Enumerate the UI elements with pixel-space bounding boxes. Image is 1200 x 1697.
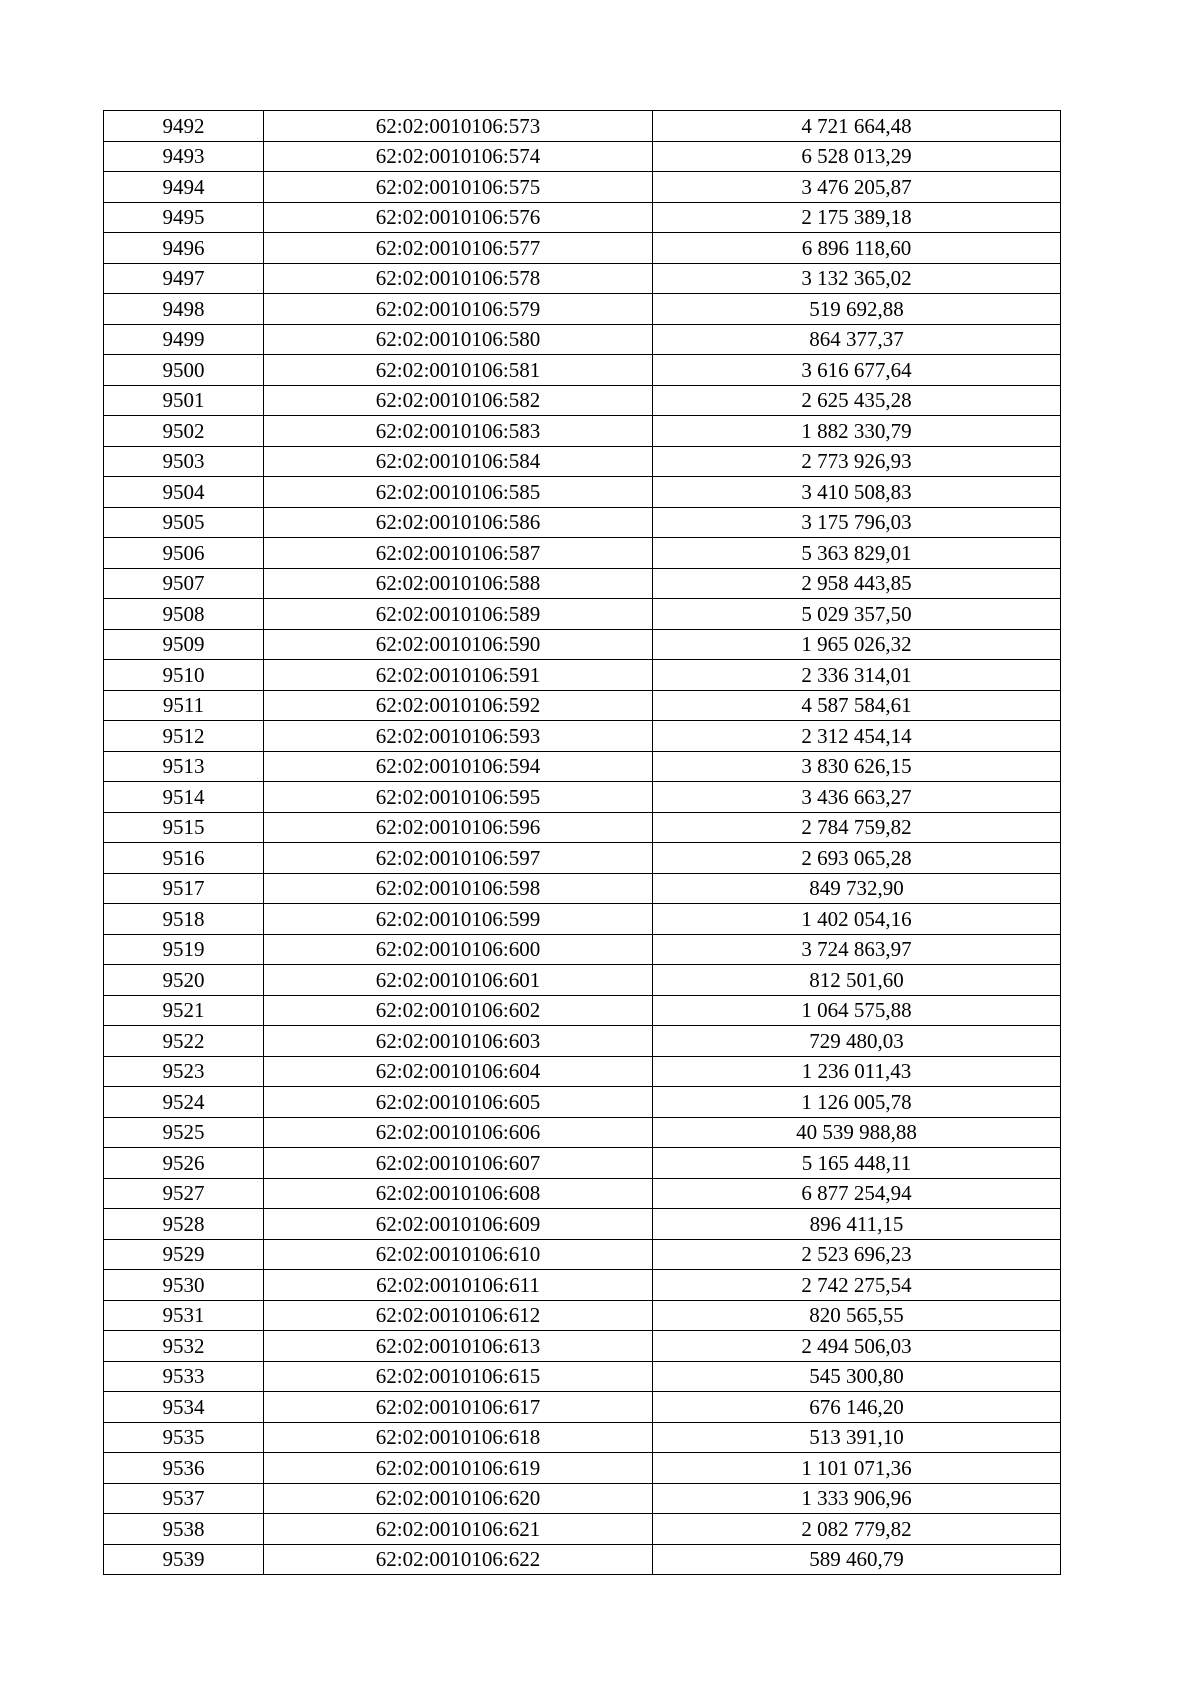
- cadastral-number-cell: 62:02:0010106:620: [264, 1483, 653, 1514]
- cadastral-value-cell: 1 333 906,96: [653, 1483, 1061, 1514]
- cadastral-value-cell: 2 958 443,85: [653, 568, 1061, 599]
- cadastral-value-cell: 820 565,55: [653, 1300, 1061, 1331]
- cadastral-number-cell: 62:02:0010106:617: [264, 1392, 653, 1423]
- cadastral-number-cell: 62:02:0010106:577: [264, 233, 653, 264]
- row-number-cell: 9493: [104, 141, 264, 172]
- cadastral-number-cell: 62:02:0010106:596: [264, 812, 653, 843]
- cadastral-value-cell: 2 784 759,82: [653, 812, 1061, 843]
- cadastral-number-cell: 62:02:0010106:586: [264, 507, 653, 538]
- cadastral-number-cell: 62:02:0010106:595: [264, 782, 653, 813]
- cadastral-number-cell: 62:02:0010106:611: [264, 1270, 653, 1301]
- table-row: [104, 599, 1061, 630]
- table-row: [104, 1239, 1061, 1270]
- cadastral-number-cell: 62:02:0010106:573: [264, 111, 653, 142]
- cadastral-number-cell: 62:02:0010106:578: [264, 263, 653, 294]
- cadastral-number-cell: 62:02:0010106:599: [264, 904, 653, 935]
- cadastral-number-cell: 62:02:0010106:582: [264, 385, 653, 416]
- cadastral-value-table: [103, 110, 1061, 1575]
- cadastral-number-cell: 62:02:0010106:610: [264, 1239, 653, 1270]
- table-row: [104, 172, 1061, 203]
- table-body: [104, 111, 1061, 1575]
- cadastral-value-cell: 1 965 026,32: [653, 629, 1061, 660]
- row-number-cell: 9539: [104, 1544, 264, 1575]
- cadastral-number-cell: 62:02:0010106:597: [264, 843, 653, 874]
- row-number-cell: 9494: [104, 172, 264, 203]
- cadastral-value-cell: 2 175 389,18: [653, 202, 1061, 233]
- cadastral-number-cell: 62:02:0010106:613: [264, 1331, 653, 1362]
- table-row: [104, 843, 1061, 874]
- row-number-cell: 9499: [104, 324, 264, 355]
- row-number-cell: 9528: [104, 1209, 264, 1240]
- table-row: [104, 1361, 1061, 1392]
- cadastral-value-cell: 1 126 005,78: [653, 1087, 1061, 1118]
- row-number-cell: 9506: [104, 538, 264, 569]
- cadastral-value-cell: 864 377,37: [653, 324, 1061, 355]
- row-number-cell: 9508: [104, 599, 264, 630]
- cadastral-number-cell: 62:02:0010106:600: [264, 934, 653, 965]
- cadastral-number-cell: 62:02:0010106:587: [264, 538, 653, 569]
- cadastral-number-cell: 62:02:0010106:583: [264, 416, 653, 447]
- table-row: [104, 812, 1061, 843]
- table-row: [104, 965, 1061, 996]
- cadastral-value-cell: 513 391,10: [653, 1422, 1061, 1453]
- table-row: [104, 995, 1061, 1026]
- row-number-cell: 9534: [104, 1392, 264, 1423]
- table-row: [104, 1300, 1061, 1331]
- row-number-cell: 9511: [104, 690, 264, 721]
- cadastral-value-cell: 40 539 988,88: [653, 1117, 1061, 1148]
- table-row: [104, 1148, 1061, 1179]
- table-row: [104, 1117, 1061, 1148]
- row-number-cell: 9522: [104, 1026, 264, 1057]
- row-number-cell: 9496: [104, 233, 264, 264]
- table-row: [104, 294, 1061, 325]
- cadastral-value-cell: 5 165 448,11: [653, 1148, 1061, 1179]
- cadastral-value-cell: 1 402 054,16: [653, 904, 1061, 935]
- cadastral-number-cell: 62:02:0010106:588: [264, 568, 653, 599]
- row-number-cell: 9500: [104, 355, 264, 386]
- cadastral-number-cell: 62:02:0010106:589: [264, 599, 653, 630]
- row-number-cell: 9530: [104, 1270, 264, 1301]
- row-number-cell: 9505: [104, 507, 264, 538]
- table-row: [104, 507, 1061, 538]
- cadastral-number-cell: 62:02:0010106:603: [264, 1026, 653, 1057]
- cadastral-value-cell: 676 146,20: [653, 1392, 1061, 1423]
- row-number-cell: 9535: [104, 1422, 264, 1453]
- table-row: [104, 1026, 1061, 1057]
- cadastral-number-cell: 62:02:0010106:605: [264, 1087, 653, 1118]
- cadastral-number-cell: 62:02:0010106:579: [264, 294, 653, 325]
- cadastral-number-cell: 62:02:0010106:602: [264, 995, 653, 1026]
- table-row: [104, 446, 1061, 477]
- cadastral-value-cell: 2 523 696,23: [653, 1239, 1061, 1270]
- cadastral-number-cell: 62:02:0010106:592: [264, 690, 653, 721]
- table-row: [104, 690, 1061, 721]
- table-row: [104, 751, 1061, 782]
- cadastral-number-cell: 62:02:0010106:594: [264, 751, 653, 782]
- table-row: [104, 416, 1061, 447]
- table-row: [104, 1422, 1061, 1453]
- cadastral-value-cell: 2 693 065,28: [653, 843, 1061, 874]
- cadastral-number-cell: 62:02:0010106:604: [264, 1056, 653, 1087]
- row-number-cell: 9517: [104, 873, 264, 904]
- table-row: [104, 233, 1061, 264]
- row-number-cell: 9516: [104, 843, 264, 874]
- row-number-cell: 9529: [104, 1239, 264, 1270]
- cadastral-number-cell: 62:02:0010106:598: [264, 873, 653, 904]
- cadastral-value-cell: 1 882 330,79: [653, 416, 1061, 447]
- cadastral-number-cell: 62:02:0010106:585: [264, 477, 653, 508]
- table-row: [104, 1514, 1061, 1545]
- cadastral-value-cell: 849 732,90: [653, 873, 1061, 904]
- table-row: [104, 873, 1061, 904]
- row-number-cell: 9503: [104, 446, 264, 477]
- row-number-cell: 9526: [104, 1148, 264, 1179]
- cadastral-number-cell: 62:02:0010106:618: [264, 1422, 653, 1453]
- cadastral-value-cell: 729 480,03: [653, 1026, 1061, 1057]
- cadastral-value-cell: 2 336 314,01: [653, 660, 1061, 691]
- row-number-cell: 9504: [104, 477, 264, 508]
- cadastral-number-cell: 62:02:0010106:584: [264, 446, 653, 477]
- cadastral-value-cell: 3 175 796,03: [653, 507, 1061, 538]
- table-row: [104, 1392, 1061, 1423]
- table-row: [104, 385, 1061, 416]
- row-number-cell: 9532: [104, 1331, 264, 1362]
- row-number-cell: 9501: [104, 385, 264, 416]
- cadastral-value-cell: 812 501,60: [653, 965, 1061, 996]
- table-row: [104, 660, 1061, 691]
- cadastral-value-cell: 1 101 071,36: [653, 1453, 1061, 1484]
- cadastral-number-cell: 62:02:0010106:590: [264, 629, 653, 660]
- table-row: [104, 263, 1061, 294]
- cadastral-value-cell: 896 411,15: [653, 1209, 1061, 1240]
- cadastral-value-cell: 3 436 663,27: [653, 782, 1061, 813]
- row-number-cell: 9520: [104, 965, 264, 996]
- row-number-cell: 9512: [104, 721, 264, 752]
- row-number-cell: 9492: [104, 111, 264, 142]
- table-row: [104, 1209, 1061, 1240]
- cadastral-number-cell: 62:02:0010106:574: [264, 141, 653, 172]
- row-number-cell: 9524: [104, 1087, 264, 1118]
- table-row: [104, 538, 1061, 569]
- row-number-cell: 9513: [104, 751, 264, 782]
- table-row: [104, 355, 1061, 386]
- row-number-cell: 9523: [104, 1056, 264, 1087]
- cadastral-number-cell: 62:02:0010106:580: [264, 324, 653, 355]
- row-number-cell: 9514: [104, 782, 264, 813]
- cadastral-number-cell: 62:02:0010106:601: [264, 965, 653, 996]
- table-row: [104, 477, 1061, 508]
- cadastral-number-cell: 62:02:0010106:593: [264, 721, 653, 752]
- table-row: [104, 629, 1061, 660]
- table-row: [104, 111, 1061, 142]
- row-number-cell: 9521: [104, 995, 264, 1026]
- table-row: [104, 202, 1061, 233]
- row-number-cell: 9509: [104, 629, 264, 660]
- table-row: [104, 1544, 1061, 1575]
- cadastral-value-cell: 2 312 454,14: [653, 721, 1061, 752]
- cadastral-number-cell: 62:02:0010106:615: [264, 1361, 653, 1392]
- cadastral-number-cell: 62:02:0010106:609: [264, 1209, 653, 1240]
- cadastral-number-cell: 62:02:0010106:622: [264, 1544, 653, 1575]
- row-number-cell: 9495: [104, 202, 264, 233]
- row-number-cell: 9515: [104, 812, 264, 843]
- row-number-cell: 9536: [104, 1453, 264, 1484]
- cadastral-number-cell: 62:02:0010106:619: [264, 1453, 653, 1484]
- cadastral-value-cell: 519 692,88: [653, 294, 1061, 325]
- cadastral-value-cell: 1 064 575,88: [653, 995, 1061, 1026]
- cadastral-value-cell: 6 896 118,60: [653, 233, 1061, 264]
- table-row: [104, 1087, 1061, 1118]
- cadastral-value-cell: 3 616 677,64: [653, 355, 1061, 386]
- cadastral-value-cell: 2 773 926,93: [653, 446, 1061, 477]
- table-row: [104, 1331, 1061, 1362]
- cadastral-number-cell: 62:02:0010106:606: [264, 1117, 653, 1148]
- table-row: [104, 1270, 1061, 1301]
- cadastral-value-cell: 3 476 205,87: [653, 172, 1061, 203]
- cadastral-value-cell: 3 132 365,02: [653, 263, 1061, 294]
- cadastral-number-cell: 62:02:0010106:608: [264, 1178, 653, 1209]
- cadastral-number-cell: 62:02:0010106:576: [264, 202, 653, 233]
- table-row: [104, 1483, 1061, 1514]
- table-row: [104, 904, 1061, 935]
- row-number-cell: 9502: [104, 416, 264, 447]
- row-number-cell: 9498: [104, 294, 264, 325]
- row-number-cell: 9538: [104, 1514, 264, 1545]
- table-row: [104, 141, 1061, 172]
- row-number-cell: 9519: [104, 934, 264, 965]
- table-row: [104, 568, 1061, 599]
- row-number-cell: 9518: [104, 904, 264, 935]
- row-number-cell: 9531: [104, 1300, 264, 1331]
- table-row: [104, 1178, 1061, 1209]
- table-row: [104, 934, 1061, 965]
- row-number-cell: 9497: [104, 263, 264, 294]
- cadastral-value-cell: 5 029 357,50: [653, 599, 1061, 630]
- cadastral-value-cell: 2 625 435,28: [653, 385, 1061, 416]
- cadastral-number-cell: 62:02:0010106:621: [264, 1514, 653, 1545]
- cadastral-value-cell: 2 742 275,54: [653, 1270, 1061, 1301]
- row-number-cell: 9533: [104, 1361, 264, 1392]
- cadastral-number-cell: 62:02:0010106:575: [264, 172, 653, 203]
- cadastral-value-cell: 545 300,80: [653, 1361, 1061, 1392]
- table-row: [104, 1056, 1061, 1087]
- cadastral-value-cell: 6 528 013,29: [653, 141, 1061, 172]
- cadastral-value-cell: 2 494 506,03: [653, 1331, 1061, 1362]
- table-row: [104, 782, 1061, 813]
- cadastral-value-cell: 589 460,79: [653, 1544, 1061, 1575]
- cadastral-value-cell: 4 721 664,48: [653, 111, 1061, 142]
- row-number-cell: 9510: [104, 660, 264, 691]
- cadastral-value-cell: 3 410 508,83: [653, 477, 1061, 508]
- row-number-cell: 9525: [104, 1117, 264, 1148]
- cadastral-number-cell: 62:02:0010106:581: [264, 355, 653, 386]
- table-row: [104, 1453, 1061, 1484]
- cadastral-number-cell: 62:02:0010106:591: [264, 660, 653, 691]
- row-number-cell: 9507: [104, 568, 264, 599]
- table-row: [104, 721, 1061, 752]
- cadastral-value-cell: 4 587 584,61: [653, 690, 1061, 721]
- table-row: [104, 324, 1061, 355]
- cadastral-number-cell: 62:02:0010106:607: [264, 1148, 653, 1179]
- cadastral-value-cell: 5 363 829,01: [653, 538, 1061, 569]
- cadastral-value-cell: 1 236 011,43: [653, 1056, 1061, 1087]
- cadastral-value-cell: 3 724 863,97: [653, 934, 1061, 965]
- row-number-cell: 9537: [104, 1483, 264, 1514]
- cadastral-value-cell: 2 082 779,82: [653, 1514, 1061, 1545]
- cadastral-value-cell: 3 830 626,15: [653, 751, 1061, 782]
- cadastral-number-cell: 62:02:0010106:612: [264, 1300, 653, 1331]
- row-number-cell: 9527: [104, 1178, 264, 1209]
- cadastral-value-cell: 6 877 254,94: [653, 1178, 1061, 1209]
